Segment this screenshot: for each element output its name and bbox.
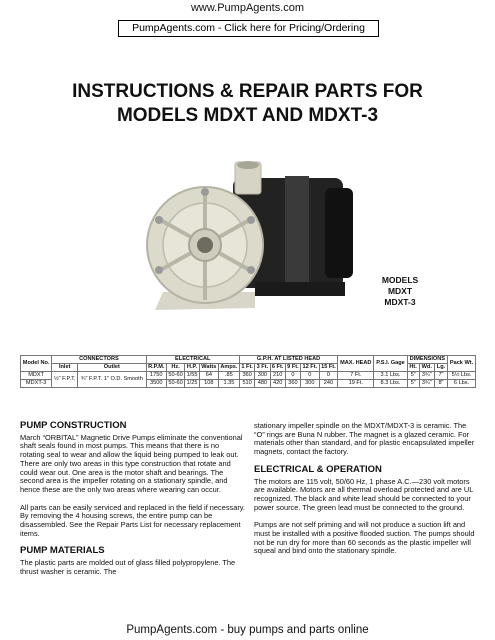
materials-paragraph-2: stationary impeller spindle on the MDXT/MDXT-3 is ceramic. The “O” rings are Buna N rubber. The magnet is a glazed ceramic. For materials other than standard, and for plastic encapsulated impeller magnets, contact the factory.: [254, 421, 475, 457]
cell-watts: 64: [199, 372, 218, 380]
cell-gph: 360: [285, 380, 300, 388]
cell-hp: 1/55: [186, 372, 198, 378]
sub-header: 3 Ft.: [256, 364, 269, 370]
cell-hz: 50-60: [168, 380, 183, 386]
cell-gph: 480: [255, 380, 270, 388]
cell-gph: 0: [319, 372, 338, 380]
construction-paragraph-1: March “ORBITAL” Magnetic Drive Pumps eliminate the conventional shaft seals found in most pumps. This means that there is no rotating seal to wear and allow the liquid being pumped to leak out. There are only two areas in this type construction that rotate and could wear out. One area is the motor shaft and bearings. The second area is the impeller rotating on a stationary spindle, and hence these are the only two areas where wearing can occur.: [20, 432, 243, 494]
header-pack: Pack Wt.: [448, 356, 476, 372]
header-electrical: ELECTRICAL: [146, 356, 239, 364]
cell-inlet: ½" F.P.T.: [52, 372, 78, 388]
header-gph: G.P.H. AT LISTED HEAD: [239, 356, 337, 364]
header-url: www.PumpAgents.com: [190, 2, 305, 14]
header-dimensions: DIMENSIONS: [407, 356, 447, 364]
sub-header: Wd.: [419, 364, 434, 372]
cell-wd: 3¾": [419, 372, 434, 380]
sub-header: 9 Ft.: [287, 364, 299, 370]
motor-base: [255, 282, 345, 296]
cell-psi: 8.3 Lbs.: [374, 380, 407, 388]
cell-gph: 0: [285, 372, 300, 380]
header-max-head: MAX. HEAD: [338, 356, 374, 372]
spec-table: [20, 355, 476, 388]
cell-hz: 50-60: [168, 372, 183, 378]
footer-text: PumpAgents.com - buy pumps and parts online: [126, 624, 369, 636]
cell-gph: 300: [301, 380, 320, 388]
table-sub-header-row: [21, 364, 476, 372]
sub-header: Amps.: [218, 364, 239, 372]
sub-header: 1 Ft.: [241, 364, 253, 370]
header-psi: P.S.I. Gage: [374, 356, 407, 372]
cell-watts: 108: [199, 380, 218, 388]
sub-header: Outlet: [78, 364, 146, 372]
cell-gph: 420: [270, 380, 285, 388]
cell-ht: 5": [407, 380, 419, 388]
pump-photo: [135, 160, 365, 330]
sub-header: Inlet: [52, 364, 78, 372]
models-caption-line-2: MDXT: [387, 286, 413, 296]
sub-header: R.P.M.: [146, 364, 166, 372]
construction-paragraph-2: All parts can be easily serviced and replaced in the field if necessary. By removing the 4 housing screws, the entire pump can be disassembled. See the Repair Parts List for necessary replacement items.: [20, 502, 245, 538]
cell-rpm: 1750: [146, 372, 166, 380]
right-column: [254, 422, 476, 565]
cell-hp: 1/25: [186, 380, 198, 386]
cell-amps: .85: [218, 372, 239, 380]
cell-pack: 6 Lbs.: [448, 380, 476, 388]
materials-paragraph-1: The plastic parts are molded out of glass filled polypropylene. The thrust washer is ceramic. The: [20, 558, 236, 576]
cell-max-head: 19 Ft.: [338, 380, 374, 388]
cell-amps: 1.35: [218, 380, 239, 388]
title-line-1: INSTRUCTIONS & REPAIR PARTS FOR: [72, 81, 423, 102]
cell-model: MDXT-3: [21, 380, 52, 388]
sub-header: Lg.: [434, 364, 447, 372]
motor-band: [285, 176, 309, 290]
cell-gph: 300: [255, 372, 270, 380]
header-model: Model No.: [21, 356, 52, 372]
motor-cap: [325, 188, 353, 278]
cell-gph: 0: [301, 372, 320, 380]
pricing-ordering-link[interactable]: PumpAgents.com - Click here for Pricing/Ordering: [118, 20, 379, 37]
sub-header: Ht.: [407, 364, 419, 372]
electrical-heading: ELECTRICAL & OPERATION: [254, 463, 382, 475]
sub-header: H.P.: [185, 364, 200, 372]
cell-wd: 3¾": [419, 380, 434, 388]
table-row: [21, 372, 476, 380]
table-group-header-row: [21, 356, 476, 364]
cell-max-head: 7 Ft.: [338, 372, 374, 380]
cell-model: MDXT: [21, 372, 52, 380]
electrical-paragraph-2: Pumps are not self priming and will not produce a suction lift and must be installed with a positive flooded suction. The pumps should not be run dry for more than 60 seconds as the plastic impeller will squeal and bind onto the stationary spindle.: [254, 520, 475, 556]
cell-ht: 5": [407, 372, 419, 380]
cell-lg: 7": [434, 372, 447, 380]
cell-rpm: 3500: [146, 380, 166, 388]
electrical-paragraph-1: The motors are 115 volt, 50/60 Hz, 1 phase A.C.—230 volt motors are available. Motors are all thermal overload protected and are UL recognized. The black and white lead should be connected to your power source. The green lead must be connected to the ground.: [254, 476, 474, 512]
sub-header: 6 Ft.: [271, 364, 284, 370]
cell-psi: 3.1 Lbs.: [374, 372, 407, 380]
cell-gph: 210: [270, 372, 285, 380]
cell-pack: 5½ Lbs.: [448, 372, 476, 380]
models-caption: [350, 275, 450, 308]
sub-header: 12 Ft.: [302, 364, 318, 370]
sub-header: Watts: [201, 364, 217, 370]
page-title: [0, 80, 495, 128]
left-column: [20, 422, 245, 586]
models-caption-line-3: MDXT-3: [384, 297, 416, 307]
cell-lg: 8": [434, 380, 447, 388]
materials-heading: PUMP MATERIALS: [20, 545, 105, 557]
sub-header: Hz.: [166, 364, 184, 372]
cell-outlet: ¾" F.P.T. 1" O.D. Smooth: [78, 372, 146, 388]
cell-gph: 360: [239, 372, 254, 380]
title-line-2: MODELS MDXT AND MDXT-3: [116, 105, 379, 126]
construction-heading: PUMP CONSTRUCTION: [20, 420, 127, 431]
cell-gph: 240: [319, 380, 338, 388]
sub-header: 15 Ft.: [321, 364, 336, 370]
models-caption-line-1: MODELS: [381, 275, 419, 285]
cell-gph: 510: [239, 380, 254, 388]
header-connectors: CONNECTORS: [52, 356, 146, 364]
